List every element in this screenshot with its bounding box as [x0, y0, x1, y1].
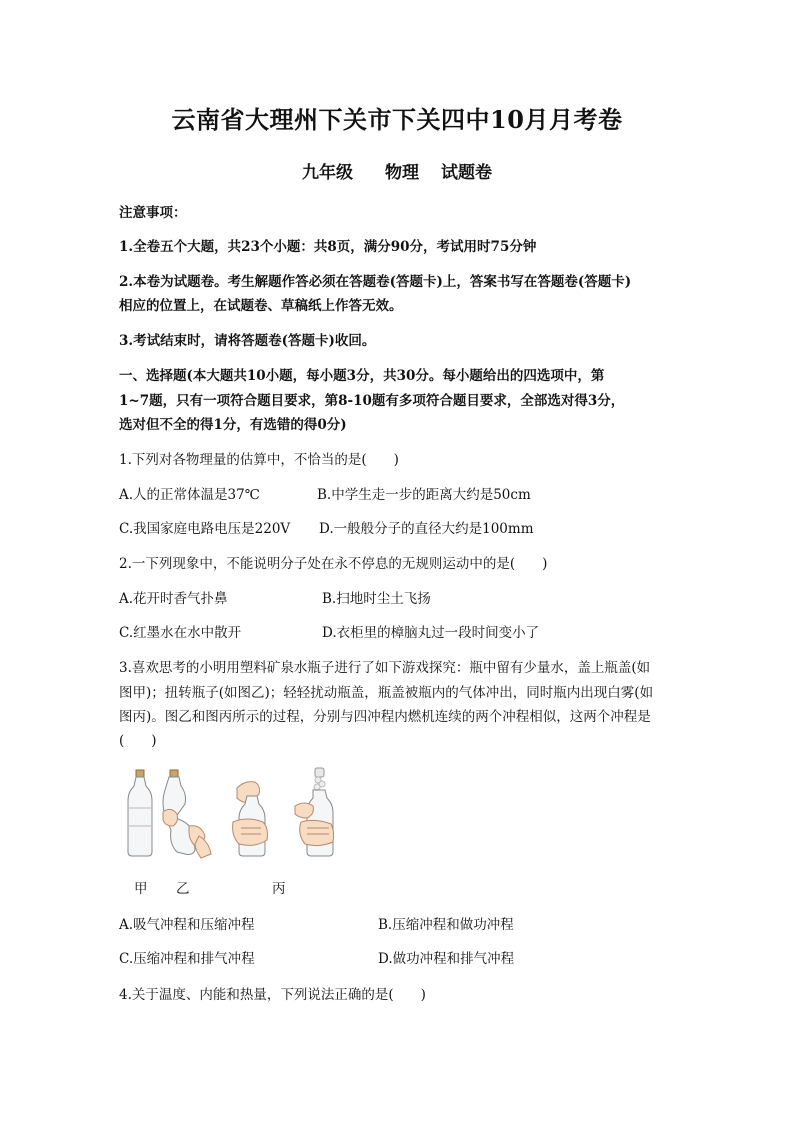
figure-label-yi: 乙: [176, 881, 190, 897]
subject-label: 物理: [385, 163, 419, 183]
notes-item-2-cont: 相应的位置上，在试题卷、草稿纸上作答无效。: [119, 298, 403, 314]
question-1-stem: 1.下列对各物理量的估算中，不恰当的是( ): [119, 452, 399, 468]
question-3-stem-line-2: 图甲)；扭转瓶子(如图乙)；轻轻扰动瓶盖，瓶盖被瓶内的气体冲出，同时瓶内出现白雾(如: [119, 685, 654, 701]
question-2-option-b: B.扫地时尘土飞扬: [322, 591, 431, 607]
question-3-stem-line-1: 3.喜欢思考的小明用塑料矿泉水瓶子进行了如下游戏探究：瓶中留有少量水，盖上瓶盖(如: [119, 660, 651, 676]
bottle-bing-mist-icon: [295, 768, 334, 856]
question-3-stem-line-4: ( ): [119, 733, 157, 749]
page-title: 云南省大理州下关市下关四中10月月考卷: [171, 105, 623, 134]
notes-item-3: 3.考试结束时，请将答题卷(答题卡)收回。: [119, 333, 376, 349]
question-2-stem: 2.一下列现象中，不能说明分子处在永不停息的无规则运动中的是( ): [119, 556, 548, 572]
notes-heading: 注意事项：: [119, 205, 187, 221]
question-2-option-a: A.花开时香气扑鼻: [119, 591, 228, 607]
question-3-option-a: A.吸气冲程和压缩冲程: [119, 917, 255, 933]
question-3-option-d: D.做功冲程和排气冲程: [378, 951, 515, 967]
question-1-option-a: A.人的正常体温是37℃: [119, 487, 260, 503]
bottle-jia-icon: [128, 770, 152, 856]
question-1-option-c: C.我国家庭电路电压是220V: [119, 521, 291, 537]
section1-line-3: 选对但不全的得1分，有选错的得0分): [119, 417, 347, 433]
figure-label-jia: 甲: [134, 881, 148, 897]
bottle-experiment-drawing: [119, 766, 349, 862]
question-2-option-c: C.红墨水在水中散开: [119, 625, 242, 641]
question-3-stem-line-3: 图丙)。图乙和图丙所示的过程，分别与四冲程内燃机连续的两个冲程相似，这两个冲程是: [119, 709, 651, 725]
page-subtitle: [0, 158, 794, 183]
grade-label: 九年级: [302, 163, 353, 183]
figure-label-bing: 丙: [272, 881, 286, 897]
notes-item-2: 2.本卷为试题卷。考生解题作答必须在答题卷(答题卡)上，答案书写在答题卷(答题卡): [119, 274, 632, 290]
paper-type-label: 试题卷: [441, 163, 492, 183]
bottle-yi-icon: [163, 770, 211, 858]
section1-line-1: 一、选择题(本大题共10小题，每小题3分，共30分。每小题给出的四选项中，第: [119, 368, 605, 384]
notes-item-1: 1.全卷五个大题，共23个小题：共8页，满分90分，考试用时75分钟: [119, 239, 537, 255]
question-3-option-b: B.压缩冲程和做功冲程: [378, 917, 514, 933]
question-4-stem: 4.关于温度、内能和热量，下列说法正确的是( ): [119, 987, 426, 1003]
bottle-experiment-figure: [119, 766, 349, 862]
question-1-option-d: D.一般般分子的直径大约是100mm: [319, 521, 534, 537]
bottle-bing-press-icon: [233, 782, 268, 856]
question-2-option-d: D.衣柜里的樟脑丸过一段时间变小了: [322, 625, 540, 641]
question-1-option-b: B.中学生走一步的距离大约是50cm: [317, 487, 531, 503]
question-3-option-c: C.压缩冲程和排气冲程: [119, 951, 255, 967]
section1-line-2: 1~7题，只有一项符合题目要求，第8-10题有多项符合题目要求，全部选对得3分，: [119, 393, 625, 409]
